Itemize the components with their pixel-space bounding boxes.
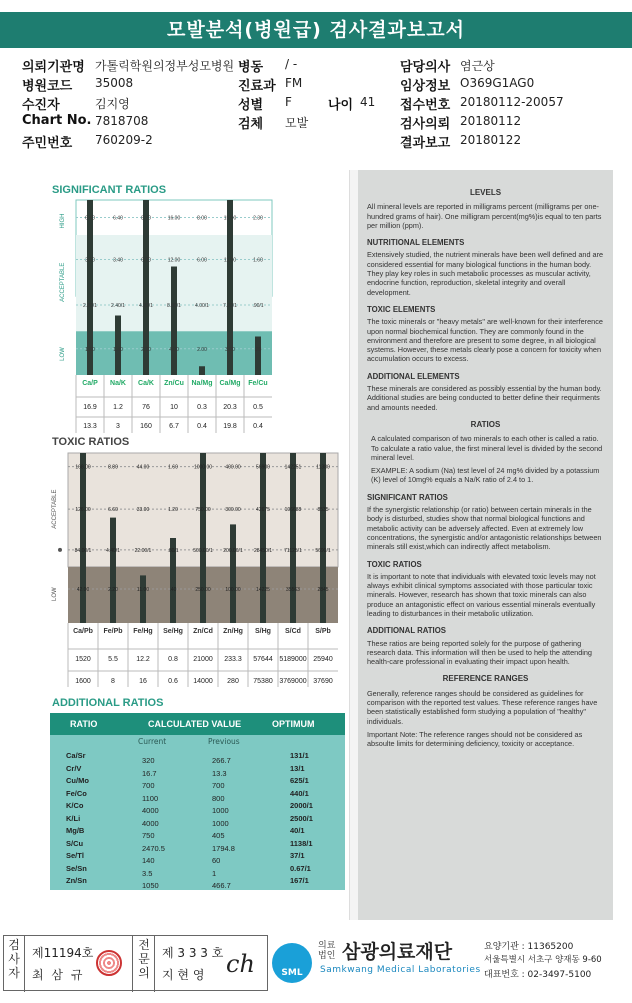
tick-label: 2.20 [108,587,118,593]
tick-label: 44.00 [136,464,150,471]
bar-fe-hg [140,575,146,623]
ideal-value: 37690 [313,678,333,685]
zone-label: ACCEPTABLE [60,262,66,302]
ideal-value: 14000 [193,678,213,685]
ideal-value: 19.8 [223,423,237,430]
add-ratios-title: ADDITIONAL RATIOS [367,626,446,636]
cell-ratio: Se/Tl [66,851,84,860]
additional-ratios-table [50,713,345,890]
tick-label: 2.20 [141,346,151,353]
result-value: 20.3 [223,404,237,411]
ideal-value: 6.7 [169,423,179,430]
sig-ratios-title: SIGNIFICANT RATIOS [367,492,448,502]
cell-optimum: 40/1 [290,826,305,835]
cell-optimum: 13/1 [290,763,305,773]
toxic-chart [24,449,344,694]
tick-label: 300.00 [225,507,241,514]
toxic-title: TOXIC RATIOS [52,436,130,448]
cell-optimum: 2000/1 [290,801,313,810]
chart-value: 7818708 [95,114,149,128]
ideal-value: 0.4 [253,423,263,430]
result-value: 76 [142,404,150,411]
table-row [50,876,345,890]
bar-s-pb [320,453,326,623]
zone-label: LOW [52,587,58,601]
specialist-label: 전문의 [138,938,150,980]
cell-optimum: 37/1 [290,851,305,860]
cell-current: 3.5 [142,868,153,878]
toxic-elements-title: TOXIC ELEMENTS [367,304,436,314]
collector-label: 수진자 [22,98,60,113]
tick-label: 71125/1 [284,547,302,554]
tick-label: 3.60 [85,257,95,264]
license-1: 제11194호 [32,946,94,960]
specialist-name: 지 현 영 [162,968,205,982]
levels-panel [358,170,613,920]
clinical-value: O369G1AG0 [460,76,535,90]
cell-optimum: 167/1 [290,876,309,885]
cell-ratio: K/Co [66,801,84,810]
department-value: FM [285,76,303,90]
cell-previous: 60 [212,856,221,865]
result-value: 5.5 [108,656,118,663]
cell-previous: 1000 [212,818,229,828]
cell-previous: 13.3 [212,768,227,778]
bar-s-hg [260,453,266,623]
cell-current: 750 [142,831,155,840]
specimen-value: 모발 [285,116,309,130]
org-code: 요양기관 : 11365200 [484,942,574,952]
tick-label: 8.00 [197,215,207,222]
tick-label: 1.40 [113,346,123,353]
tick-label: 1.60 [168,464,178,471]
cell-current: 700 [142,781,155,790]
result-value: 0.8 [168,656,178,663]
tox-ratios-text: It is important to note that individuals with elevated toxic levels may not always exhibit clinical symptoms associated with those particular toxic minerals. However, research has shown that toxic minerals can also produce an antagonistic effect on various essential minerals eventually leading to disturbances in their metabolic utilization. [367,571,596,618]
tick-label: 84.00/1 [74,547,92,554]
cell-ratio: K/Li [66,813,81,823]
sml-logo-icon: SML [272,943,312,983]
tick-label: 2.40/1 [111,303,125,309]
resident-value: 760209-2 [95,133,153,147]
levels-text: All mineral levels are reported in milligrams percent (milligrams per one-hundred grams of hair). One milligram percent(mg%)is equal to ten parts per million (ppm). [367,202,602,230]
tick-label: 12.00 [167,257,181,264]
hospital-code-label: 병원코드 [22,79,73,94]
tick-label: 2.80/1 [83,303,97,309]
ideal-value: 13.3 [83,423,97,430]
tick-label: 8.80 [108,464,118,471]
tick-label: 11380 [316,464,330,471]
tick-label: 200.00/1 [223,547,243,554]
examiner-label: 검사자 [8,938,20,980]
result-value: 25940 [313,656,333,663]
collector-value: 김지영 [95,97,130,111]
additional-elements-title: ADDITIONAL ELEMENTS [367,371,460,381]
ward-value: / - [285,57,298,71]
sig-ratios-text: If the synergistic relationship (or ratio) between certain minerals in the body is disturbed, studies show that normal biological functions and metabolic activity can be adversely affected. Even at extremely low concentrations, the synergistic and/or antagonistic relationships between minerals still exist,which can indirectly affect metabolism. [367,505,602,552]
tick-label: 15.00 [223,215,237,222]
tick-label: 142251 [284,464,302,471]
tick-label: 4.00/1 [195,303,209,309]
ideal-value: 280 [227,678,239,685]
tick-label: 22.00/1 [134,547,152,554]
levels-title: LEVELS [469,188,502,197]
logo-prefix: 의료법인 [318,941,336,961]
ideal-value: 3769000 [279,678,307,685]
bar-fe-pb [110,518,116,623]
tick-label: 250.00 [195,587,211,593]
tick-label: 16.00 [167,215,181,222]
add-ratios-text: These ratios are being reported solely for the purpose of gathering research data. This information will then be used to help the attending health-care professional in evaluating their impact upon health. [367,638,592,667]
additional-elements-text: These minerals are considered as possibly essential by the human body. Additional studies are being conducted to better define their requirments and amounts needed. [367,384,602,412]
tick-label: 1.60 [85,346,95,353]
tick-label: 100.00 [225,587,241,593]
ideal-value: 16 [139,678,147,685]
bar-ca-pb [80,453,86,623]
bar-zn-hg [230,524,236,623]
cell-ratio: Se/Sn [66,863,87,873]
report-title: 모발분석(병원급) 검사결과보고서 [0,12,632,48]
tick-label: 11.00 [136,587,150,593]
license-2: 제 3 3 3 호 [162,946,224,960]
cell-previous: 700 [212,781,225,790]
tick-label: 1.20 [168,507,178,514]
phone: 대표번호 : 02-3497-5100 [484,970,592,980]
receipt-label: 접수번호 [400,98,451,113]
result-value: 233.3 [224,656,242,663]
cell-previous: 1000 [212,806,229,815]
cell-optimum: 625/1 [290,776,309,785]
age-label: 나이 [328,98,354,113]
tick-label: 400.00 [225,464,241,471]
cell-optimum: 2500/1 [290,813,313,823]
additional-title: ADDITIONAL RATIOS [52,697,164,709]
marker-dot [58,548,62,552]
seal-stamp [96,950,122,976]
zone-label: ACCEPTABLE [52,489,58,529]
tick-label: .20 [254,346,262,353]
request-value: 20180112 [460,114,522,128]
col-calculated: CALCULATED VALUE [148,719,242,729]
tick-label: 6.40 [85,215,95,222]
tick-label: 42675 [256,507,270,514]
tick-label: 14225 [256,587,270,593]
bar-zn-cd [200,453,206,623]
doctor-label: 담당의사 [400,60,451,75]
bar-na-k [115,316,121,376]
tick-label: 6.20 [141,257,151,264]
tick-label: 2.30 [253,215,263,222]
result-value: 5189000 [279,656,307,663]
bar-fe-cu [255,337,261,376]
cell-current: 4000 [142,818,159,828]
cell-ratio: Cr/V [66,763,82,773]
institution-label: 의뢰기관명 [22,60,85,75]
column-label: S/Hg [255,628,271,635]
sub-current: Current [138,737,167,746]
reference-text: Generally, reference ranges should be considered as guidelines for comparison with the reported test values. These reference ranges have been statistically established form studying a population of "healthy" individuals. [367,688,598,726]
result-value: 21000 [193,656,213,663]
column-label: Fe/Cu [248,380,268,387]
column-label: Zn/Cu [164,380,184,387]
cell-previous: 1794.8 [212,843,235,853]
tick-label: 4.00 [169,346,179,353]
ideal-value: 75380 [253,678,273,685]
tick-label: 2.00 [197,346,207,353]
bar-zn-cu [171,267,177,376]
tick-label: 33.00 [136,507,150,514]
age-value: 41 [360,95,376,109]
cell-ratio: Mg/B [66,826,85,835]
report-body [18,170,613,920]
tick-label: .90/1 [252,303,264,309]
ideal-value: 0.6 [168,678,178,685]
bar-s-cd [290,453,296,623]
significant-title: SIGNIFICANT RATIOS [52,184,167,196]
cell-current: 2470.5 [142,843,165,853]
cell-current: 320 [142,756,155,765]
column-label: S/Cd [285,628,301,635]
tick-label: 6.60 [108,507,118,514]
cell-ratio: Cu/Mo [66,776,89,785]
report-value: 20180122 [460,133,522,147]
tick-label: 7.00/1 [223,303,237,309]
column-label: Fe/Hg [133,628,153,635]
column-label: Na/K [110,380,126,387]
ideal-value: 0.4 [197,423,207,430]
tick-label: 11.00 [223,257,237,264]
tick-label: 8.20 [141,215,151,222]
tick-label: 3.40 [113,257,123,264]
clinical-label: 임상정보 [400,79,451,94]
tick-label: 5690/1 [315,547,331,554]
bar-na-mg [199,366,205,375]
tick-label: 500.00/1 [193,547,213,554]
sub-previous: Previous [208,737,240,746]
tox-ratios-title: TOXIC RATIOS [367,559,422,569]
column-label: Zn/Hg [223,628,243,635]
tick-label: 8535 [317,507,329,514]
examiner-name: 최 삼 규 [32,968,85,982]
ratios-example: EXAMPLE: A sodium (Na) test level of 24 mg% divided by a potassium (K) level of 10mg% equals a Na/K ratio of 2.4 to 1. [371,466,600,485]
institution-value: 가톨릭학원의정부성모병원 [95,59,235,73]
tick-label: 35563 [286,587,300,593]
department-label: 진료과 [238,79,276,94]
request-label: 검사의뢰 [400,117,451,132]
ideal-value: 8 [111,678,115,685]
receipt-value: 20180112-20057 [460,95,564,109]
examiner-box [3,935,268,991]
column-label: Zn/Cd [193,628,213,635]
tick-label: 6.40 [113,215,123,222]
cell-previous: 800 [212,793,225,803]
column-label: Ca/Pb [73,628,93,635]
chart-label: Chart No. [22,113,92,128]
tick-label: 106688 [284,507,302,514]
tick-label: 1.60 [253,257,263,264]
tick-label: 3.00 [225,346,235,353]
important-note: Important Note: The reference ranges should not be considered as absoulte limits for determining deficiency, toxicity or acceptance. [367,729,583,749]
col-ratio: RATIO [70,719,98,729]
column-label: S/Pb [315,628,331,635]
result-value: 0.5 [253,404,263,411]
tick-label: 4.20/1 [139,303,153,309]
result-value: 1.2 [113,404,123,411]
ward-label: 병동 [238,60,264,75]
tick-label: 6.00 [197,257,207,264]
cell-optimum: 0.67/1 [290,863,311,873]
footer [0,935,632,993]
column-label: Ca/Mg [219,380,241,387]
col-optimum: OPTIMUM [272,719,315,729]
cell-current: 1100 [142,793,159,803]
charts-panel [18,170,350,920]
cell-optimum: 131/1 [290,751,309,760]
column-label: Ca/K [138,380,154,387]
column-label: Ca/P [82,380,98,387]
cell-previous: 1 [212,868,217,878]
report-label: 결과보고 [400,136,451,151]
reference-title: REFERENCE RANGES [442,674,529,684]
tick-label: .80/1 [167,547,179,554]
doctor-value: 염근상 [460,59,495,73]
ratios-title: RATIOS [470,419,501,429]
resident-label: 주민번호 [22,136,73,151]
tick-label: 8.00/1 [167,303,181,309]
specimen-label: 검체 [238,117,264,132]
zone-label: LOW [60,347,66,361]
cell-ratio: Zn/Sn [66,876,87,885]
cell-optimum: 1138/1 [290,838,313,848]
sex-label: 성별 [238,98,264,113]
tick-label: 168.00 [75,464,91,471]
result-value: 10 [170,404,178,411]
ratios-text: A calculated comparison of two minerals to each other is called a ratio. To calculate a ratio value, the first mineral level is divided by the second mineral level. [371,434,603,462]
ideal-value: 3 [116,423,120,430]
result-value: 57644 [253,656,273,663]
cell-ratio: S/Cu [66,838,84,848]
tick-label: 750.00 [195,507,211,514]
nutritional-text: Extensively studied, the nutrient minerals have been well defined and are considered essential for many biological functions in the human body. They play key roles in such metabolic processes as muscular activity, endocrine function, reproduction, skeletal integrity and overall development. [367,250,604,297]
column-label: Na/Mg [191,380,213,387]
nutritional-title: NUTRITIONAL ELEMENTS [367,238,465,248]
tick-label: 56900 [256,464,270,471]
tick-label: .40 [169,587,177,593]
tick-label: 126.00 [75,507,91,514]
tick-label: 2845 [317,587,329,593]
toxic-elements-text: The toxic minerals or "heavy metals" are well-known for their interference upon normal biochemical function. They are commonly found in the environment and therefore are present to some degree, in all biological systems. However, these metals clearly pose a concern for toxicity when accumulation occurs to excess. [367,317,603,364]
cell-ratio: Ca/Sr [66,751,86,760]
ideal-value: 1600 [75,678,91,685]
column-label: Se/Hg [163,628,183,635]
tick-label: 28450/1 [253,547,273,554]
tick-label: 42.00 [76,587,90,593]
hospital-code-value: 35008 [95,76,134,90]
tick-label: 4.40/1 [106,547,120,554]
cell-previous: 266.7 [212,756,231,765]
logo-name: 삼광의료재단 [342,941,453,963]
cell-current: 1050 [142,881,159,890]
result-value: 12.2 [136,656,150,663]
result-value: 1520 [75,656,91,663]
result-value: 16.9 [83,404,97,411]
result-value: 0.3 [197,404,207,411]
cell-previous: 405 [212,831,225,840]
address: 서울특별시 서초구 양재동 9-60 [484,955,602,965]
cell-optimum: 440/1 [290,788,309,798]
cell-ratio: Fe/Co [66,788,87,798]
cell-previous: 466.7 [212,881,231,890]
column-label: Fe/Pb [103,628,123,635]
tick-label: 1000.00 [193,464,213,471]
cell-current: 4000 [142,806,159,815]
ideal-value: 160 [140,423,152,430]
table-header [50,713,345,735]
cell-current: 140 [142,856,155,865]
cell-current: 16.7 [142,768,157,778]
zone-label: HIGH [60,213,66,229]
sex-value: F [285,95,292,109]
signature: ch [226,950,255,978]
logo-english: Samkwang Medical Laboratories [320,965,481,975]
significant-chart [36,196,336,436]
